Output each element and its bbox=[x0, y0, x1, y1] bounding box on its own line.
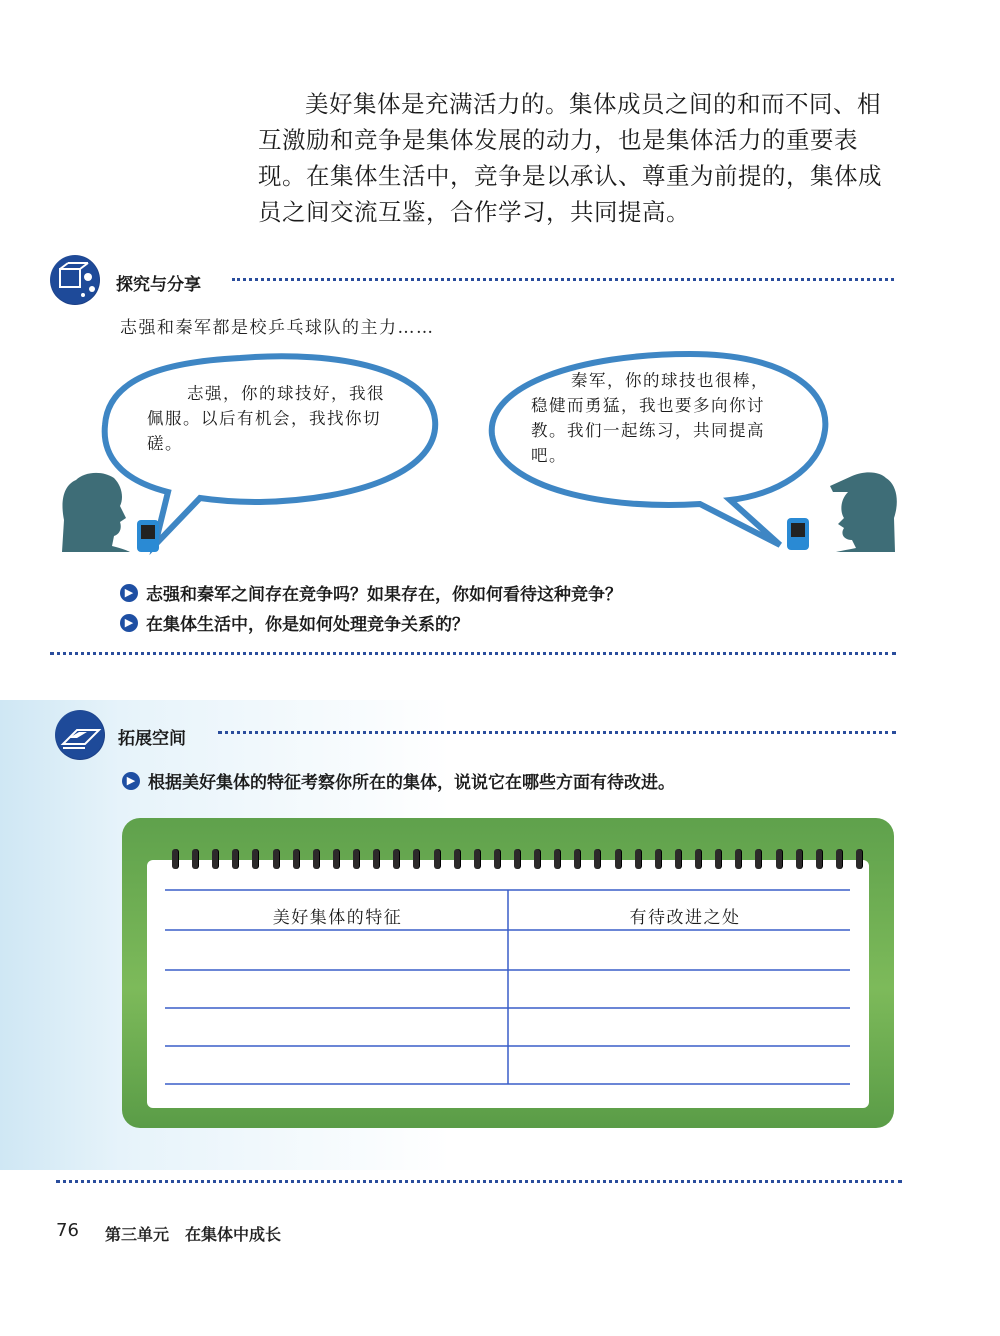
notebook-rings bbox=[172, 849, 862, 871]
notebook-ring bbox=[454, 849, 460, 869]
notebook-ring bbox=[514, 849, 520, 869]
notebook-ring bbox=[574, 849, 580, 869]
explore-question-1: ▶ 志强和秦军之间存在竞争吗？如果存在，你如何看待这种竞争？ bbox=[120, 580, 622, 605]
notebook-ring bbox=[856, 849, 862, 869]
extend-section-title: 拓展空间 bbox=[118, 729, 186, 749]
notebook-ring bbox=[273, 849, 279, 869]
notebook-ring bbox=[735, 849, 741, 869]
notebook-ring bbox=[373, 849, 379, 869]
notebook-ring bbox=[494, 849, 500, 869]
left-person-silhouette bbox=[62, 473, 130, 552]
notebook-ring bbox=[212, 849, 218, 869]
notebook-ring bbox=[715, 849, 721, 869]
notebook-ring bbox=[393, 849, 399, 869]
notebook-ring bbox=[313, 849, 319, 869]
explore-section-title: 探究与分享 bbox=[116, 275, 201, 295]
explore-lead-text: 志强和秦军都是校乒乓球队的主力…… bbox=[120, 318, 435, 338]
notebook-ring bbox=[252, 849, 258, 869]
notebook-ring bbox=[635, 849, 641, 869]
explore-header-divider bbox=[232, 278, 894, 281]
notebook-ring bbox=[796, 849, 802, 869]
notebook-ring bbox=[413, 849, 419, 869]
explore-bottom-divider bbox=[50, 652, 896, 655]
notebook-ring bbox=[776, 849, 782, 869]
extend-question: ▶ 根据美好集体的特征考察你所在的集体，说说它在哪些方面有待改进。 bbox=[122, 768, 675, 793]
table-header-improvements: 有待改进之处 bbox=[629, 908, 741, 928]
notebook-ring bbox=[172, 849, 178, 869]
notebook-ring bbox=[695, 849, 701, 869]
notebook-ring bbox=[293, 849, 299, 869]
notebook-ring bbox=[615, 849, 621, 869]
extend-header-divider bbox=[218, 731, 896, 734]
notebook-ring bbox=[655, 849, 661, 869]
notebook-ring bbox=[675, 849, 681, 869]
explore-section-icon bbox=[50, 255, 100, 305]
footer-divider bbox=[56, 1180, 902, 1183]
notebook-ring bbox=[594, 849, 600, 869]
table-header-features: 美好集体的特征 bbox=[272, 908, 403, 928]
arrow-bullet-icon: ▶ bbox=[122, 772, 140, 790]
explore-question-2: ▶ 在集体生活中，你是如何处理竞争关系的？ bbox=[120, 610, 469, 635]
notebook-ring bbox=[333, 849, 339, 869]
notebook-ring bbox=[534, 849, 540, 869]
notebook-ring bbox=[353, 849, 359, 869]
left-bubble-text: 志强，你的球技好，我很佩服。以后有机会，我找你切磋。 bbox=[147, 384, 385, 453]
right-person-silhouette bbox=[830, 472, 897, 552]
chapter-title: 第三单元 在集体中成长 bbox=[105, 1225, 282, 1244]
notebook-ring bbox=[816, 849, 822, 869]
notebook-ring bbox=[755, 849, 761, 869]
intro-paragraph: 美好集体是充满活力的。集体成员之间的和而不同、相互激励和竞争是集体发展的动力，也是集体活力的重要表现。在集体生活中，竞争是以承认、尊重为前提的，集体成员之间交流互鉴，合作学习，共同提高。 bbox=[258, 90, 882, 226]
notebook-ring bbox=[434, 849, 440, 869]
notebook-ring bbox=[474, 849, 480, 869]
notebook-ring bbox=[554, 849, 560, 869]
page-number: 76 bbox=[56, 1220, 79, 1241]
notebook-ring bbox=[192, 849, 198, 869]
extend-section-icon bbox=[55, 710, 105, 760]
notebook-ring bbox=[232, 849, 238, 869]
right-bubble-text: 秦军，你的球技也很棒，稳健而勇猛，我也要多向你讨教。我们一起练习，共同提高吧。 bbox=[531, 371, 769, 465]
arrow-bullet-icon: ▶ bbox=[120, 584, 138, 602]
notebook-ring bbox=[836, 849, 842, 869]
arrow-bullet-icon: ▶ bbox=[120, 614, 138, 632]
